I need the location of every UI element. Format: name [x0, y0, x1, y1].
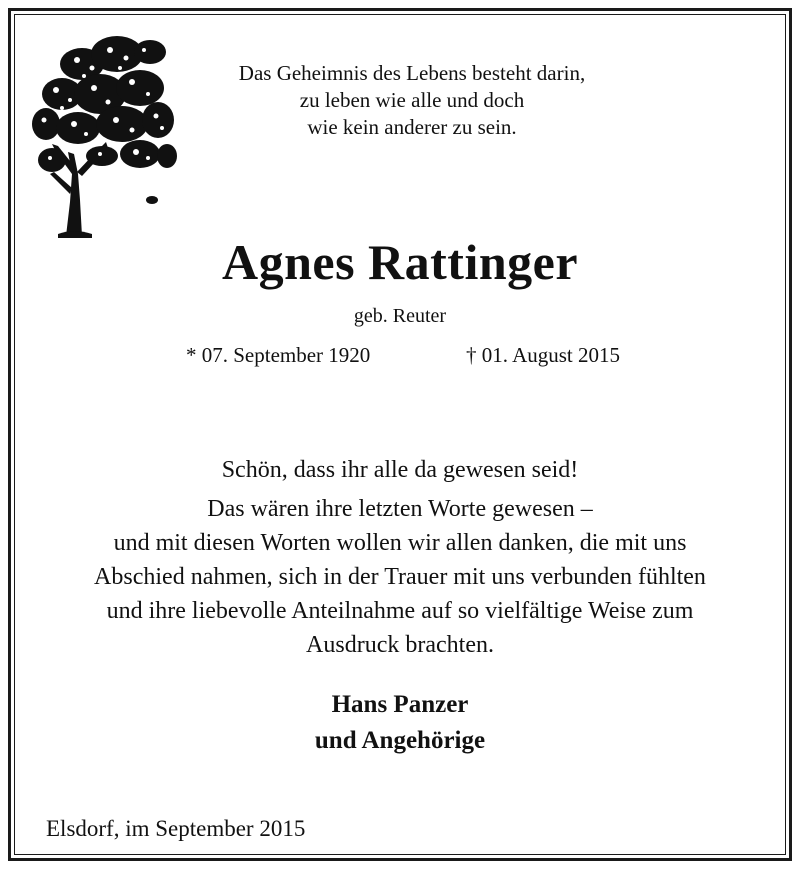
message-line: und mit diesen Worten wollen wir allen danken, die mit uns [113, 530, 687, 556]
signature-relatives: und Angehörige [314, 727, 486, 754]
signature-block [0, 687, 800, 759]
message-line: Abschied nahmen, sich in der Trauer mit uns verbunden fühlten [94, 564, 706, 590]
motto-quote [192, 60, 632, 141]
message-line: Das wären ihre letzten Worte gewesen – [207, 496, 593, 522]
message-line: Ausdruck brachten. [306, 632, 494, 658]
tree-icon [22, 24, 182, 242]
death-date: † 01. August 2015 [466, 343, 621, 367]
message-line: Schön, dass ihr alle da gewesen seid! [221, 457, 579, 483]
birth-date: * 07. September 1920 [186, 343, 371, 367]
motto-line: Das Geheimnis des Lebens besteht darin, [238, 61, 586, 85]
deceased-name: Agnes Rattinger [221, 234, 579, 290]
maiden-name: geb. Reuter [353, 305, 447, 327]
message-line: und ihre liebevolle Anteilnahme auf so vielfältige Weise zum [106, 598, 694, 624]
thank-you-message [0, 453, 800, 662]
signature-name: Hans Panzer [331, 691, 469, 718]
motto-line: zu leben wie alle und doch [299, 88, 525, 112]
motto-line: wie kein anderer zu sein. [307, 115, 517, 139]
place-and-date: Elsdorf, im September 2015 [46, 816, 306, 841]
